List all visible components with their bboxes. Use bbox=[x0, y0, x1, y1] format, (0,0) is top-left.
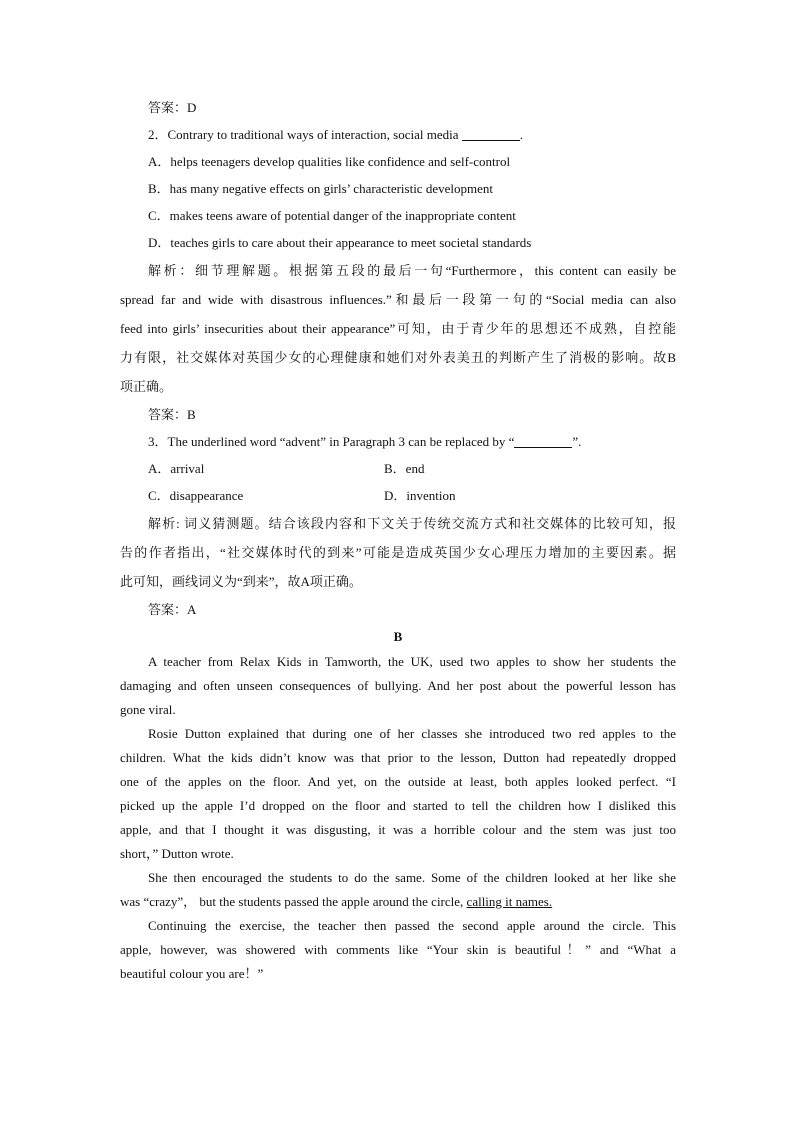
q2-analysis-line: 解析：细节理解题。根据第五段的最后一句“Furthermore，this content can easily be bbox=[148, 263, 676, 278]
section-heading: B bbox=[393, 629, 403, 644]
q2-analysis-line: spread far and wide with disastrous influences.”和最后一段第一句的“Social media can also bbox=[120, 292, 676, 307]
underlined-phrase: calling it names. bbox=[466, 894, 553, 909]
passage-line: damaging and often unseen consequences of bullying. And her post about the powerful lesson has bbox=[120, 678, 676, 693]
passage-line: apple, however, was showered with comments like “Your skin is beautiful！” and “What a bbox=[120, 942, 676, 957]
q2-option-d: D．teaches girls to care about their appearance to meet societal standards bbox=[148, 235, 532, 250]
q3-option-a: A．arrival bbox=[148, 461, 205, 476]
q3-stem bbox=[120, 428, 676, 455]
passage-paragraph-4 bbox=[120, 914, 676, 986]
q2-answer: 答案：B bbox=[148, 407, 196, 422]
passage-line: beautiful colour you are！” bbox=[120, 966, 264, 981]
q3-stem-text: 3．The underlined word “advent” in Paragraph 3 can be replaced by “ bbox=[148, 434, 515, 449]
q2-stem-text: 2．Contrary to traditional ways of interaction, social media bbox=[148, 127, 459, 142]
q2-analysis-line: 项正确。 bbox=[120, 379, 173, 394]
q3-analysis-line: 解析: 词义猜测题。结合该段内容和下文关于传统交流方式和社交媒体的比较可知，报 bbox=[148, 516, 676, 531]
passage-line: She then encouraged the students to do the same. Some of the children looked at her like she bbox=[148, 870, 676, 885]
q2-stem bbox=[120, 121, 676, 148]
q1-answer: 答案：D bbox=[148, 100, 197, 115]
q3-blank bbox=[514, 433, 572, 448]
q3-analysis bbox=[120, 509, 676, 596]
q3-answer: 答案：A bbox=[148, 602, 197, 617]
q3-analysis-line: 告的作者指出，“社交媒体时代的到来”可能是造成英国少女心理压力增加的主要因素。据 bbox=[120, 545, 676, 560]
q3-option-b: B．end bbox=[384, 461, 425, 476]
q2-option-a: A．helps teenagers develop qualities like confidence and self-control bbox=[148, 154, 511, 169]
passage-line: Continuing the exercise, the teacher then passed the second apple around the circle. This bbox=[148, 918, 676, 933]
q2-option-c: C．makes teens aware of potential danger of the inappropriate content bbox=[148, 208, 516, 223]
q3-option-d: D．invention bbox=[384, 488, 456, 503]
q3-stem-end: ”. bbox=[572, 434, 582, 449]
passage-line bbox=[120, 890, 676, 914]
passage-line: picked up the apple I’d dropped on the floor and started to tell the children how I disliked this bbox=[120, 798, 676, 813]
passage-line: one of the apples on the floor. And yet, on the outside at least, both apples looked perfect. “I bbox=[120, 774, 676, 789]
q3-option-c: C．disappearance bbox=[148, 488, 244, 503]
passage-paragraph-2 bbox=[120, 722, 676, 866]
passage-text: was “crazy”， but the students passed the apple around the circle, bbox=[120, 894, 467, 909]
passage-line: Rosie Dutton explained that during one of her classes she introduced two red apples to the bbox=[148, 726, 676, 741]
document-page bbox=[120, 94, 676, 986]
q3-options-row-1 bbox=[120, 455, 676, 482]
passage-line: short，” Dutton wrote. bbox=[120, 846, 234, 861]
passage-line: gone viral. bbox=[120, 702, 176, 717]
q2-analysis bbox=[120, 256, 676, 401]
q2-blank bbox=[462, 126, 520, 141]
passage-line: apple, and that I thought it was disgusting, it was a horrible colour and the stem was just too bbox=[120, 822, 676, 837]
q2-stem-end: . bbox=[519, 127, 523, 142]
q2-analysis-line: feed into girls’ insecurities about their appearance”可知，由于青少年的思想还不成熟，自控能 bbox=[120, 321, 676, 336]
passage-line: A teacher from Relax Kids in Tamworth, the UK, used two apples to show her students the bbox=[148, 654, 676, 669]
q3-options-row-2 bbox=[120, 482, 676, 509]
passage-line: children. What the kids didn’t know was that prior to the lesson, Dutton had repeatedly dropped bbox=[120, 750, 676, 765]
q3-analysis-line: 此可知，画线词义为“到来”，故A项正确。 bbox=[120, 574, 362, 589]
q2-analysis-line: 力有限，社交媒体对英国少女的心理健康和她们对外表美丑的判断产生了消极的影响。故B bbox=[120, 350, 676, 365]
q2-option-b: B．has many negative effects on girls’ characteristic development bbox=[148, 181, 493, 196]
passage-paragraph-3 bbox=[120, 866, 676, 914]
passage-paragraph-1 bbox=[120, 650, 676, 722]
